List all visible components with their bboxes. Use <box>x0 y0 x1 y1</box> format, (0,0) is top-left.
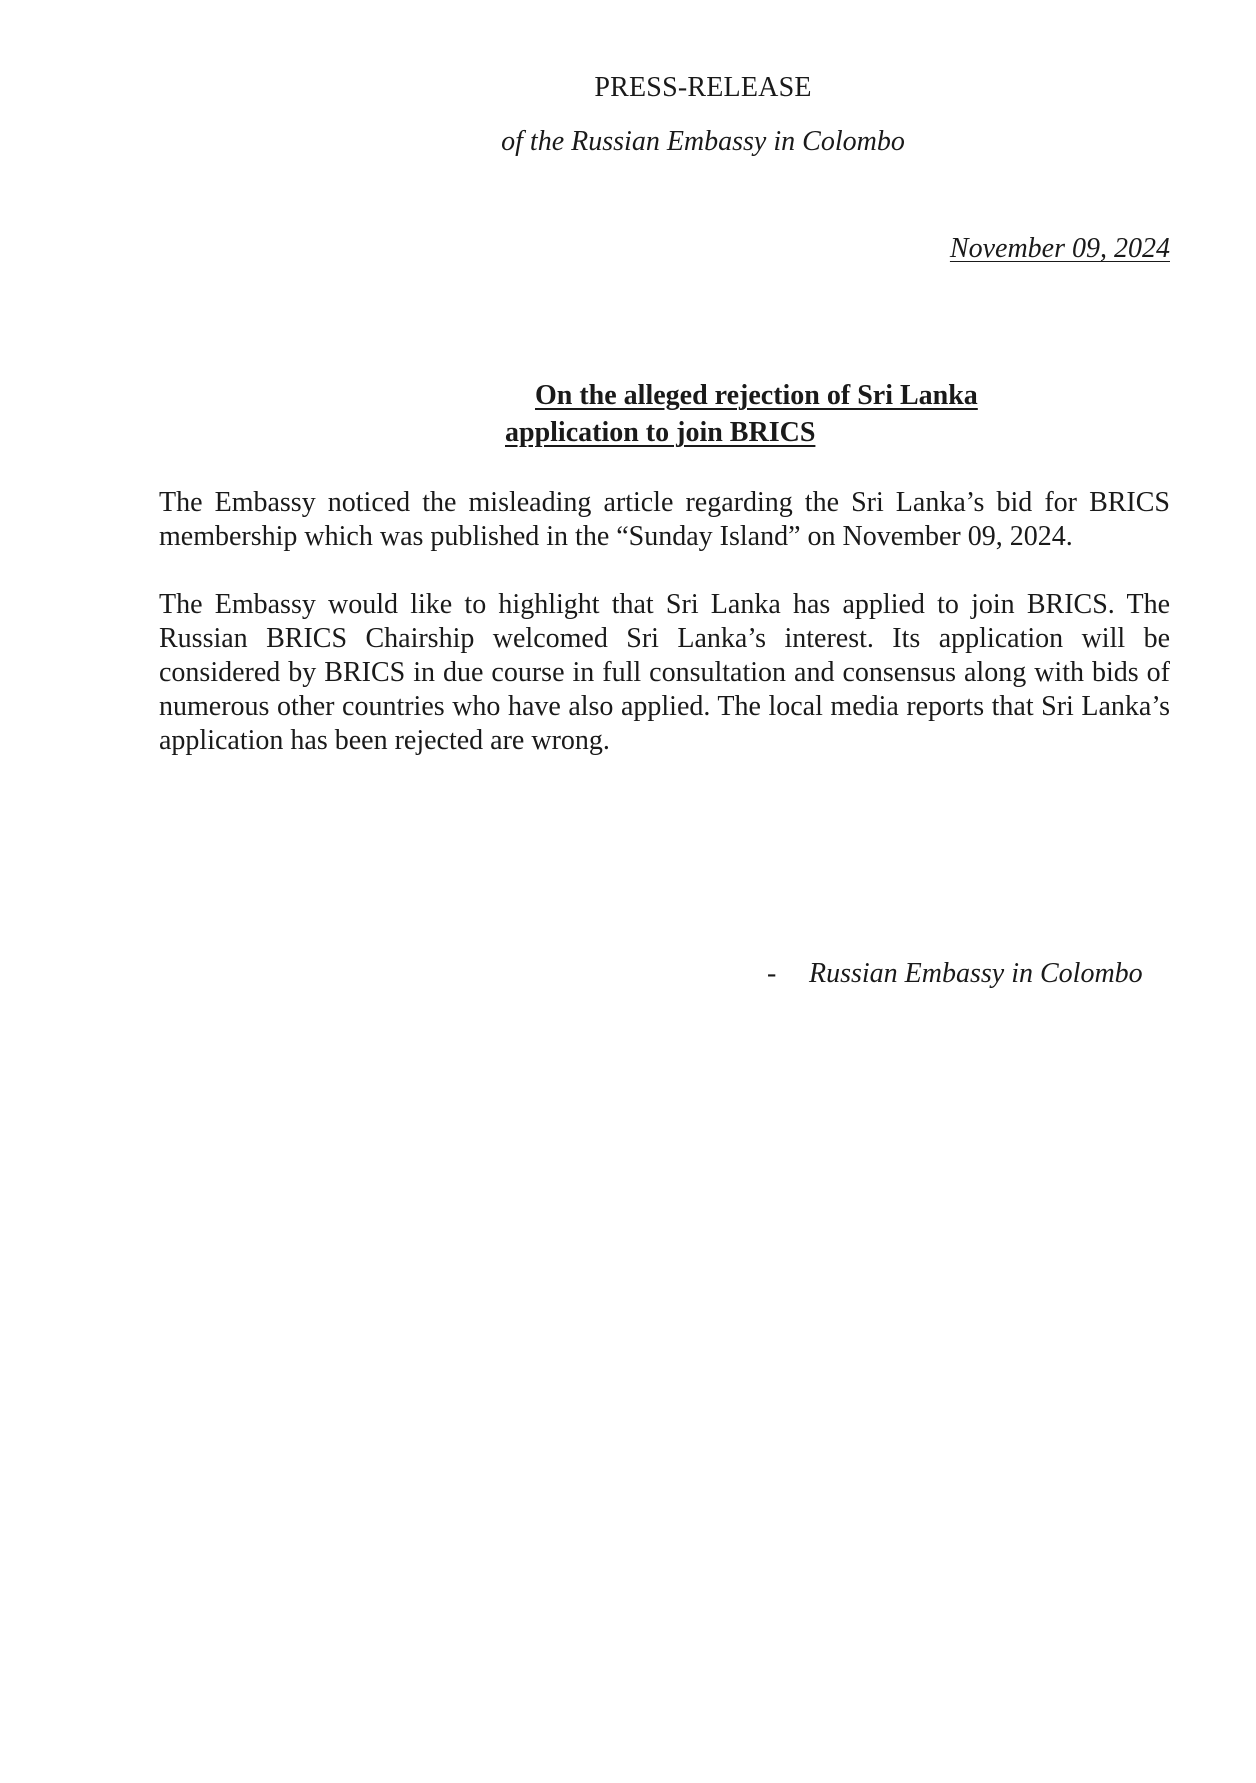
headline-line-1: On the alleged rejection of Sri Lanka <box>535 380 978 411</box>
headline-line-2: application to join BRICS <box>505 417 816 448</box>
signature-dash: - <box>767 958 777 989</box>
headline <box>505 377 978 451</box>
body-paragraph-1: The Embassy noticed the misleading article regarding the Sri Lanka’s bid for BRICS membership which was published in the “Sunday Island” on November 09, 2024. <box>159 487 1170 552</box>
document-subtitle: of the Russian Embassy in Colombo <box>501 126 905 157</box>
release-date: November 09, 2024 <box>949 233 1170 264</box>
document-title: PRESS-RELEASE <box>594 72 812 103</box>
signature <box>767 958 1143 990</box>
signature-organization: Russian Embassy in Colombo <box>809 958 1143 989</box>
body-paragraph-2: The Embassy would like to highlight that Sri Lanka has applied to join BRICS. The Russian BRICS Chairship welcomed Sri Lanka’s interest. Its application will be considered by BRICS in due course in full consultation and consensus along with bids of numerous other countries who have also applied. The local media reports that Sri Lanka’s application has been rejected are wrong. <box>159 589 1170 756</box>
